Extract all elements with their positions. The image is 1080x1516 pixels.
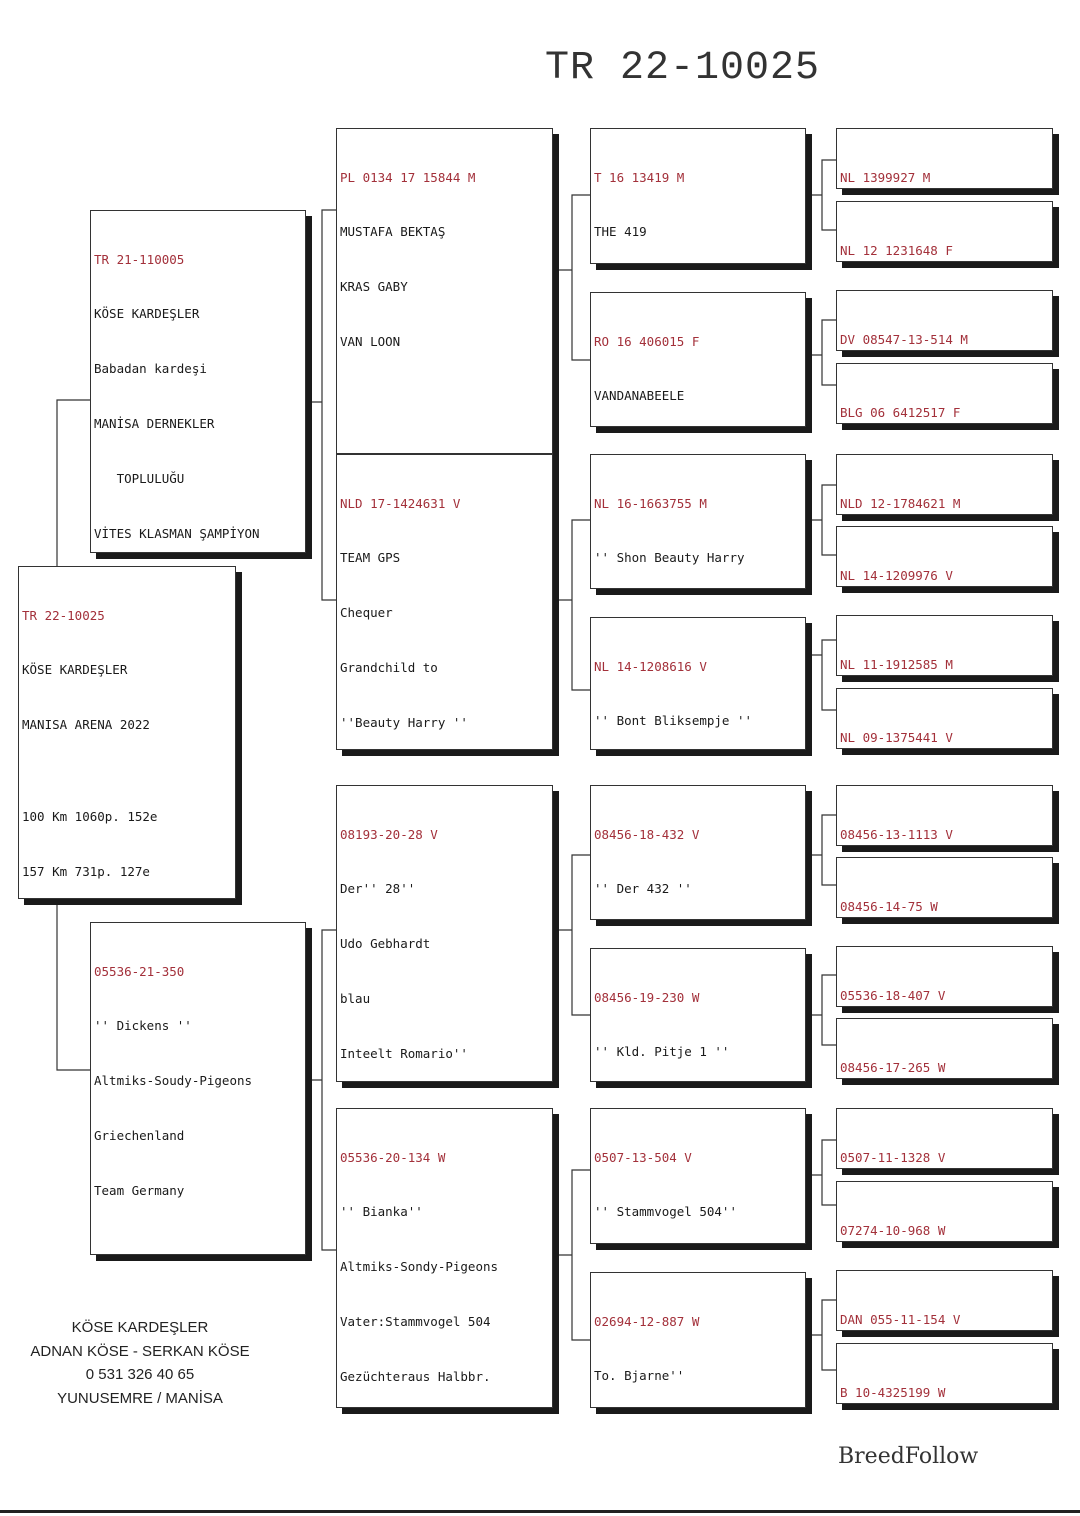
- card-line: To. Bjarne'': [594, 1368, 685, 1384]
- card-line: Gezüchteraus Halbbr.: [340, 1369, 491, 1385]
- card-line: Griechenland: [94, 1128, 185, 1144]
- pedigree-card-gen2: [336, 1108, 553, 1408]
- pedigree-card-gen4: [836, 201, 1053, 262]
- ring-number: NL 1399927 M: [840, 169, 931, 185]
- ring-number: NLD 17-1424631 V: [340, 495, 461, 511]
- card-line: VİTES KLASMAN ŞAMPİYON: [94, 526, 260, 542]
- connector-gen1-sire: [305, 210, 336, 600]
- owner-name: KÖSE KARDEŞLER: [71, 1319, 209, 1336]
- ring-number: 0507-11-1328 V: [840, 1149, 946, 1165]
- ring-number: TR 21-110005: [94, 251, 185, 267]
- card-line: THE 419: [594, 224, 647, 240]
- owner-location: YUNUSEMRE / MANİSA: [57, 1389, 223, 1407]
- pedigree-card-gen3: [590, 292, 806, 427]
- pedigree-card-gen4: [836, 526, 1053, 587]
- connector-gen1-dam: [305, 930, 336, 1250]
- ring-number: 08456-17-265 W: [840, 1059, 946, 1075]
- card-line: MANİSA DERNEKLER: [94, 416, 215, 432]
- card-line: Inteelt Romario'': [340, 1046, 468, 1062]
- card-line: Team Germany: [94, 1183, 185, 1199]
- pedigree-card-gen3: [590, 128, 806, 264]
- owner-persons: ADNAN KÖSE - SERKAN KÖSE: [30, 1342, 250, 1360]
- pedigree-title: TR 22-10025: [545, 46, 821, 91]
- ring-number: RO 16 406015 F: [594, 333, 700, 349]
- pedigree-card-gen4: [836, 785, 1053, 846]
- card-line: TOPLULUĞU: [94, 471, 185, 487]
- pedigree-card-gen4: [836, 1181, 1053, 1242]
- ring-number: 02694-12-887 W: [594, 1313, 700, 1329]
- card-line: Babadan kardeşi: [94, 361, 207, 377]
- pedigree-card-gen2: [336, 128, 553, 454]
- card-line: VANDANABEELE: [594, 388, 685, 404]
- pedigree-card-gen4: [836, 688, 1053, 749]
- ring-number: 05536-21-350: [94, 963, 185, 979]
- card-line: MANISA ARENA 2022: [22, 717, 150, 733]
- bottom-divider: [0, 1510, 1080, 1513]
- card-line: '' Dickens '': [94, 1018, 192, 1034]
- card-line: '' Bianka'': [340, 1204, 423, 1220]
- card-line: KRAS GABY: [340, 279, 408, 295]
- pedigree-card-dam: [90, 922, 306, 1255]
- card-line: '' Bont Bliksempje '': [594, 713, 753, 729]
- owner-block: [0, 1316, 280, 1410]
- card-line: Udo Gebhardt: [340, 936, 431, 952]
- pedigree-card-gen3: [590, 1272, 806, 1408]
- pedigree-card-gen4: [836, 128, 1053, 189]
- ring-number: DAN 055-11-154 V: [840, 1311, 961, 1327]
- card-line: Der'' 28'': [340, 881, 416, 897]
- card-line: Grandchild to: [340, 660, 438, 676]
- ring-number: PL 0134 17 15844 M: [340, 169, 476, 185]
- ring-number: 05536-20-134 W: [340, 1149, 446, 1165]
- pedigree-card-gen4: [836, 1018, 1053, 1079]
- ring-number: TR 22-10025: [22, 607, 105, 623]
- ring-number: 05536-18-407 V: [840, 987, 946, 1003]
- pedigree-card-gen3: [590, 785, 806, 920]
- card-line: 100 Km 1060p. 152e: [22, 808, 158, 824]
- card-line: VAN LOON: [340, 334, 401, 350]
- ring-number: NL 14-1209976 V: [840, 567, 953, 583]
- card-line: '' Kld. Pitje 1 '': [594, 1044, 730, 1060]
- card-line: 157 Km 731p. 127e: [22, 863, 150, 879]
- ring-number: NL 14-1208616 V: [594, 658, 707, 674]
- card-line: Chequer: [340, 605, 393, 621]
- pedigree-card-gen3: [590, 948, 806, 1082]
- ring-number: BLG 06 6412517 F: [840, 404, 961, 420]
- card-line: TEAM GPS: [340, 550, 401, 566]
- card-line: Vater:Stammvogel 504: [340, 1314, 491, 1330]
- ring-number: T 16 13419 M: [594, 169, 685, 185]
- card-line: '' Stammvogel 504'': [594, 1204, 737, 1220]
- card-line: '' Shon Beauty Harry: [594, 550, 745, 566]
- ring-number: 08456-14-75 W: [840, 898, 938, 914]
- pedigree-card-gen3: [590, 454, 806, 589]
- card-line: MUSTAFA BEKTAŞ: [340, 224, 446, 240]
- ring-number: 08456-13-1113 V: [840, 826, 953, 842]
- ring-number: 08193-20-28 V: [340, 826, 438, 842]
- ring-number: 08456-19-230 W: [594, 989, 700, 1005]
- card-line: blau: [340, 991, 371, 1007]
- pedigree-card-gen3: [590, 617, 806, 750]
- card-line: ''Beauty Harry '': [340, 715, 468, 731]
- pedigree-card-gen4: [836, 363, 1053, 424]
- ring-number: NL 09-1375441 V: [840, 729, 953, 745]
- owner-phone: 0 531 326 40 65: [85, 1366, 195, 1383]
- ring-number: NL 11-1912585 M: [840, 656, 953, 672]
- card-line: Altmiks-Sondy-Pigeons: [340, 1259, 499, 1275]
- pedigree-card-gen3: [590, 1108, 806, 1244]
- pedigree-card-gen4: [836, 946, 1053, 1007]
- pedigree-card-sire: [90, 210, 306, 553]
- ring-number: 0507-13-504 V: [594, 1149, 692, 1165]
- ring-number: DV 08547-13-514 M: [840, 331, 968, 347]
- ring-number: 08456-18-432 V: [594, 826, 700, 842]
- pedigree-card-gen4: [836, 615, 1053, 676]
- card-line: KÖSE KARDEŞLER: [94, 306, 200, 322]
- pedigree-card-gen4: [836, 454, 1053, 515]
- ring-number: NLD 12-1784621 M: [840, 495, 961, 511]
- pedigree-card-subject: [18, 566, 236, 899]
- pedigree-card-gen4: [836, 1270, 1053, 1331]
- pedigree-card-gen4: [836, 290, 1053, 351]
- ring-number: B 10-4325199 W: [840, 1384, 946, 1400]
- pedigree-card-gen4: [836, 857, 1053, 918]
- card-line: Altmiks-Soudy-Pigeons: [94, 1073, 253, 1089]
- ring-number: 07274-10-968 W: [840, 1222, 946, 1238]
- pedigree-card-gen4: [836, 1108, 1053, 1169]
- ring-number: NL 12 1231648 F: [840, 242, 953, 258]
- ring-number: NL 16-1663755 M: [594, 495, 707, 511]
- pedigree-card-gen2: [336, 785, 553, 1082]
- brand-logo-text: BreedFollow: [838, 1444, 979, 1469]
- pedigree-card-gen4: [836, 1343, 1053, 1404]
- pedigree-card-gen2: [336, 454, 553, 750]
- card-line: KÖSE KARDEŞLER: [22, 662, 128, 678]
- card-line: '' Der 432 '': [594, 881, 692, 897]
